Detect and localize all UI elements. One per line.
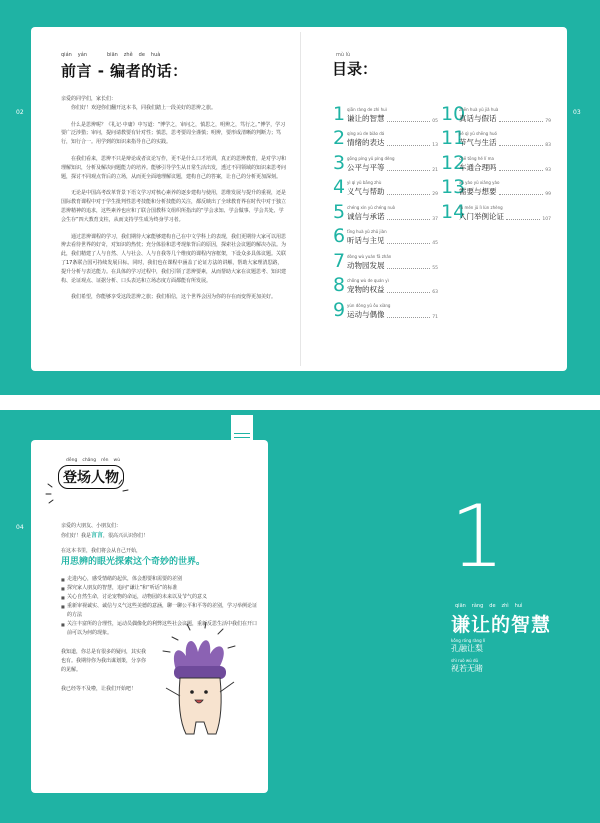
toc-leader xyxy=(499,194,544,195)
bookmark-ribbon xyxy=(231,415,253,449)
page-number-left: 02 xyxy=(13,108,27,117)
toc-number: 3 xyxy=(333,151,346,174)
toc-column-left xyxy=(333,99,438,320)
toc-pinyin: yùn dòng yǔ ǒu xiàng xyxy=(347,302,391,308)
toc-label: 谦让的智慧 xyxy=(347,113,385,123)
toc-page: 05 xyxy=(432,118,438,124)
toc-item-2[interactable] xyxy=(333,124,438,149)
toc-leader xyxy=(506,219,540,220)
preface-paragraph: 什么是思辨呢？《礼记·中庸》中写道：“博学之，审问之，慎思之，明辨之，笃行之。”博学，学习要广泛涉猎；审问，提问请教要有针对性；慎思，思考要周全谨慎；明辨，要形成清晰的判断力；笃行，知行合一。用学到的知识来指导自己的实践。 xyxy=(61,121,286,146)
toc-label: 动物园发展 xyxy=(347,260,385,270)
toc-label: 需要与想要 xyxy=(459,187,497,196)
preface-paragraph: 你们好！欢迎你们翻开这本书，同我们踏上一段美好的思辨之旅。 xyxy=(71,104,217,111)
toc-page: 63 xyxy=(432,290,438,295)
toc-pinyin: chéng xìn yǔ chéng nuò xyxy=(347,204,396,210)
toc-number: 2 xyxy=(333,127,346,149)
characters-title: 登场人物 xyxy=(58,465,124,489)
toc-item-1[interactable] xyxy=(333,99,438,124)
toc-page: 93 xyxy=(545,167,551,173)
closing-text: 我已经等不及啦，让我们开始吧！ xyxy=(61,686,137,692)
toc-number: 13 xyxy=(441,176,466,198)
toc-item-12[interactable] xyxy=(441,148,551,173)
question-text: 我知道，你总是有很多的疑问，其实我也有。我期待你为我出谋划策，分享你的见解。 xyxy=(61,649,147,673)
bullet-item: ■ 探究家人朋友的智慧，追问“谦让”和“听话”的标准 xyxy=(61,584,261,593)
bullet-item: ■ 走进内心，感受情绪的起伏，体会想要和需要的差别 xyxy=(61,575,261,584)
toc-item-13[interactable] xyxy=(441,173,551,198)
toc-pinyin: dòng wù yuán fā zhǎn xyxy=(347,253,392,259)
toc-number: 1 xyxy=(333,102,346,125)
toc-label: 公平与平等 xyxy=(347,162,385,172)
greeting: 亲爱的大朋友、小朋友们： xyxy=(61,523,122,529)
bullet-item: ■ 重新审视诚实、诚信与义气这些美德的意涵，聊一聊公平和平等的差别，学习举例论证的方法 xyxy=(61,602,261,620)
preface-paragraph: 我们希望，你能够享受这段思辨之旅；我们相信，这个世界会因为你的存在而变得更加美好。 xyxy=(71,294,277,301)
toc-number: 4 xyxy=(333,176,346,198)
toc-item-14[interactable] xyxy=(441,197,551,222)
toc-item-7[interactable] xyxy=(333,246,438,271)
toc-pinyin: xū yào yǔ xiǎng yào xyxy=(459,180,500,185)
toc-label: 运动与偶像 xyxy=(347,309,385,319)
toc-item-5[interactable] xyxy=(333,197,438,222)
toc-title-pinyin: mù lù xyxy=(336,52,351,58)
toc-label: 义气与帮助 xyxy=(347,187,385,196)
toc-label: 车通合理吗 xyxy=(459,162,497,172)
toc-item-10[interactable] xyxy=(441,99,551,124)
toc-title: 目录： xyxy=(332,60,378,78)
toc-leader xyxy=(387,121,431,122)
toc-page: 79 xyxy=(545,118,551,124)
lead-line: 在这本书里，我们将会从自己开始， xyxy=(61,548,142,554)
toc-number: 14 xyxy=(441,200,466,223)
preface-body xyxy=(61,95,286,302)
toc-pinyin: yì qì yǔ bāng zhù xyxy=(347,180,382,185)
page-number-right: 03 xyxy=(570,108,584,117)
bookmark-stripes xyxy=(234,433,250,438)
toc-item-8[interactable] xyxy=(333,271,438,296)
toc-pinyin: jié qì yǔ shēng huó xyxy=(459,131,497,136)
toc-leader xyxy=(499,145,544,146)
section-pinyin: kǒng róng ràng lí xyxy=(451,638,486,643)
toc-label: 入门举例论证 xyxy=(459,211,504,221)
mascot-illustration xyxy=(150,622,250,752)
toc-label: 诚信与承诺 xyxy=(347,211,385,221)
toc-number: 9 xyxy=(333,298,346,321)
toc-item-3[interactable] xyxy=(333,148,438,173)
toc-number: 10 xyxy=(441,102,466,125)
toc-header xyxy=(332,52,377,79)
toc-leader xyxy=(387,194,431,195)
preface-paragraph: 无论是中国高考改革背景下语文学习对核心素养的逐步建构与使用，思维发展与提升的重视，还是国际教育课程中对于学生批判性思考技能和分析技能的关注，都反映出了全球教育界在时代中对于独立思辨精神的追求，这些素养也应和了联合国教科文组织所指出的“学会求知、学会做事、学会共处、学会生存”四大教育支柱，从而支持学生成为终身学习者。 xyxy=(61,190,287,223)
toc-leader xyxy=(387,317,431,318)
chapter-section-2[interactable] xyxy=(451,658,485,674)
closing-block xyxy=(61,648,146,694)
toc-item-4[interactable] xyxy=(333,173,438,198)
toc-label: 宠物的权益 xyxy=(347,285,385,294)
chapter-section-1[interactable] xyxy=(451,638,485,654)
chapter-number: 1 xyxy=(450,487,505,587)
toc-number: 12 xyxy=(441,151,466,174)
preface-paragraph: 通过思辨课程的学习，我们期待大家能够建构自己在中文学科上的表现，我们更期待大家可以用思辨去看待世界的好奇，对知识的热忱；充分体验和思考现象背后的原因，探索社会议题的解决办法。为此，我们精建了人与自然、人与社会、人与自我等几个维度的课程内容框架，下设众多具体议题。关联了17条联合国可持续发展目标。同时，我们也在课程中涵盖了论证方法的讲解，帮助大家理清思路，提升分析与表达能力。在具体的学习过程中，我们引领了思辨要素，从而帮助大家在议题思考、知识建构、论证观点、证据分析、口头表达和立场态度方面都能有所发展。 xyxy=(61,233,287,284)
toc-label: 真话与假话 xyxy=(459,113,497,123)
toc-page: 13 xyxy=(432,143,438,148)
toc-number: 8 xyxy=(333,274,346,296)
characters-title-pinyin: dēng chǎng rén wù xyxy=(66,458,121,463)
toc-number: 7 xyxy=(333,249,346,272)
toc-page: 55 xyxy=(432,265,438,271)
preface-title: 前言 - 编者的话： xyxy=(61,62,188,80)
toc-pinyin: qíng xù de biǎo dá xyxy=(347,131,385,136)
toc-pinyin: chē tōng hé lǐ ma xyxy=(459,155,494,161)
toc-number: 5 xyxy=(333,200,346,223)
bullet-item: ■ 关注丰富所的合理性，运动员偶像化的利弊这些社会议题，重新反思生活中我们在开口前可以为何的现象。 xyxy=(61,620,261,638)
section-pinyin: shì ruò wú dǔ xyxy=(451,658,479,663)
toc-page: 29 xyxy=(432,192,438,197)
page-number-left: 04 xyxy=(13,523,27,532)
toc-leader xyxy=(387,243,431,244)
spine-divider xyxy=(300,32,301,366)
toc-label: 节气与生活 xyxy=(459,138,497,147)
characters-header xyxy=(50,458,124,489)
preface-title-pinyin: qián yán biān zhě de huà xyxy=(61,52,161,58)
preface-paragraph: 亲爱的同学们，家长们： xyxy=(61,96,117,102)
toc-leader xyxy=(499,121,544,122)
toc-item-6[interactable] xyxy=(333,222,438,247)
chapter-title-pinyin: qiān ràng de zhì huì xyxy=(455,603,523,609)
toc-leader xyxy=(499,170,544,171)
toc-page: 83 xyxy=(545,143,551,148)
character-name: 言言 xyxy=(91,532,104,539)
toc-pinyin: qiān ràng de zhì huì xyxy=(347,106,387,112)
toc-number: 11 xyxy=(441,127,466,149)
spread-gap xyxy=(0,395,600,410)
toc-leader xyxy=(387,292,431,293)
toc-item-11[interactable] xyxy=(441,124,551,149)
toc-label: 听话与主见 xyxy=(347,236,385,245)
toc-item-9[interactable] xyxy=(333,295,438,320)
section-label: 视若无睹 xyxy=(451,664,483,673)
chapter-title: 谦让的智慧 xyxy=(451,614,552,636)
preface-paragraph: 在我们看来，思辨不只是辩论或者议论写作，更不是什么口才培训，真正的思辨教育，是对学习和理解知识，分析及解决问题能力的培养。能够引导学生从日常生活出发，透过不同领域的知识来思考问题，探讨不同观点背后的立场，从而更全面地理解议题，建构自己的答案，让自己的分析更加深刻。 xyxy=(61,155,287,180)
toc-pinyin: chǒng wù de quán yì xyxy=(347,278,389,283)
toc-page: 107 xyxy=(542,216,551,222)
toc-number: 6 xyxy=(333,225,346,247)
section-label: 孔融让梨 xyxy=(451,644,483,653)
toc-page: 21 xyxy=(432,167,438,173)
toc-page: 45 xyxy=(432,241,438,246)
chapter-sections xyxy=(451,638,485,678)
slogan: 用思辨的眼光探索这个奇妙的世界。 xyxy=(61,557,206,567)
toc-pinyin: tīng huà yǔ zhǔ jiàn xyxy=(347,229,387,234)
toc-column-right xyxy=(441,99,551,222)
toc-page: 99 xyxy=(545,192,551,197)
toc-leader xyxy=(387,219,431,220)
toc-leader xyxy=(387,145,431,146)
toc-pinyin: gōng píng yǔ píng děng xyxy=(347,155,395,161)
toc-leader xyxy=(387,268,431,269)
toc-page: 37 xyxy=(432,216,438,222)
intro-line: 你们好！我是言言，很高兴认识你们！ xyxy=(61,532,149,539)
toc-pinyin: zhēn huà yǔ jiǎ huà xyxy=(459,106,499,112)
toc-leader xyxy=(387,170,431,171)
toc-pinyin: rù mén jǔ lì lùn zhèng xyxy=(459,204,503,210)
preface-section xyxy=(61,52,286,310)
toc-page: 71 xyxy=(432,314,438,320)
toc-label: 情绪的表达 xyxy=(347,138,385,147)
bullet-item: ■ 关心自然生命，讨论宠物的命运，动物园的未来以及节气的意义 xyxy=(61,593,261,602)
